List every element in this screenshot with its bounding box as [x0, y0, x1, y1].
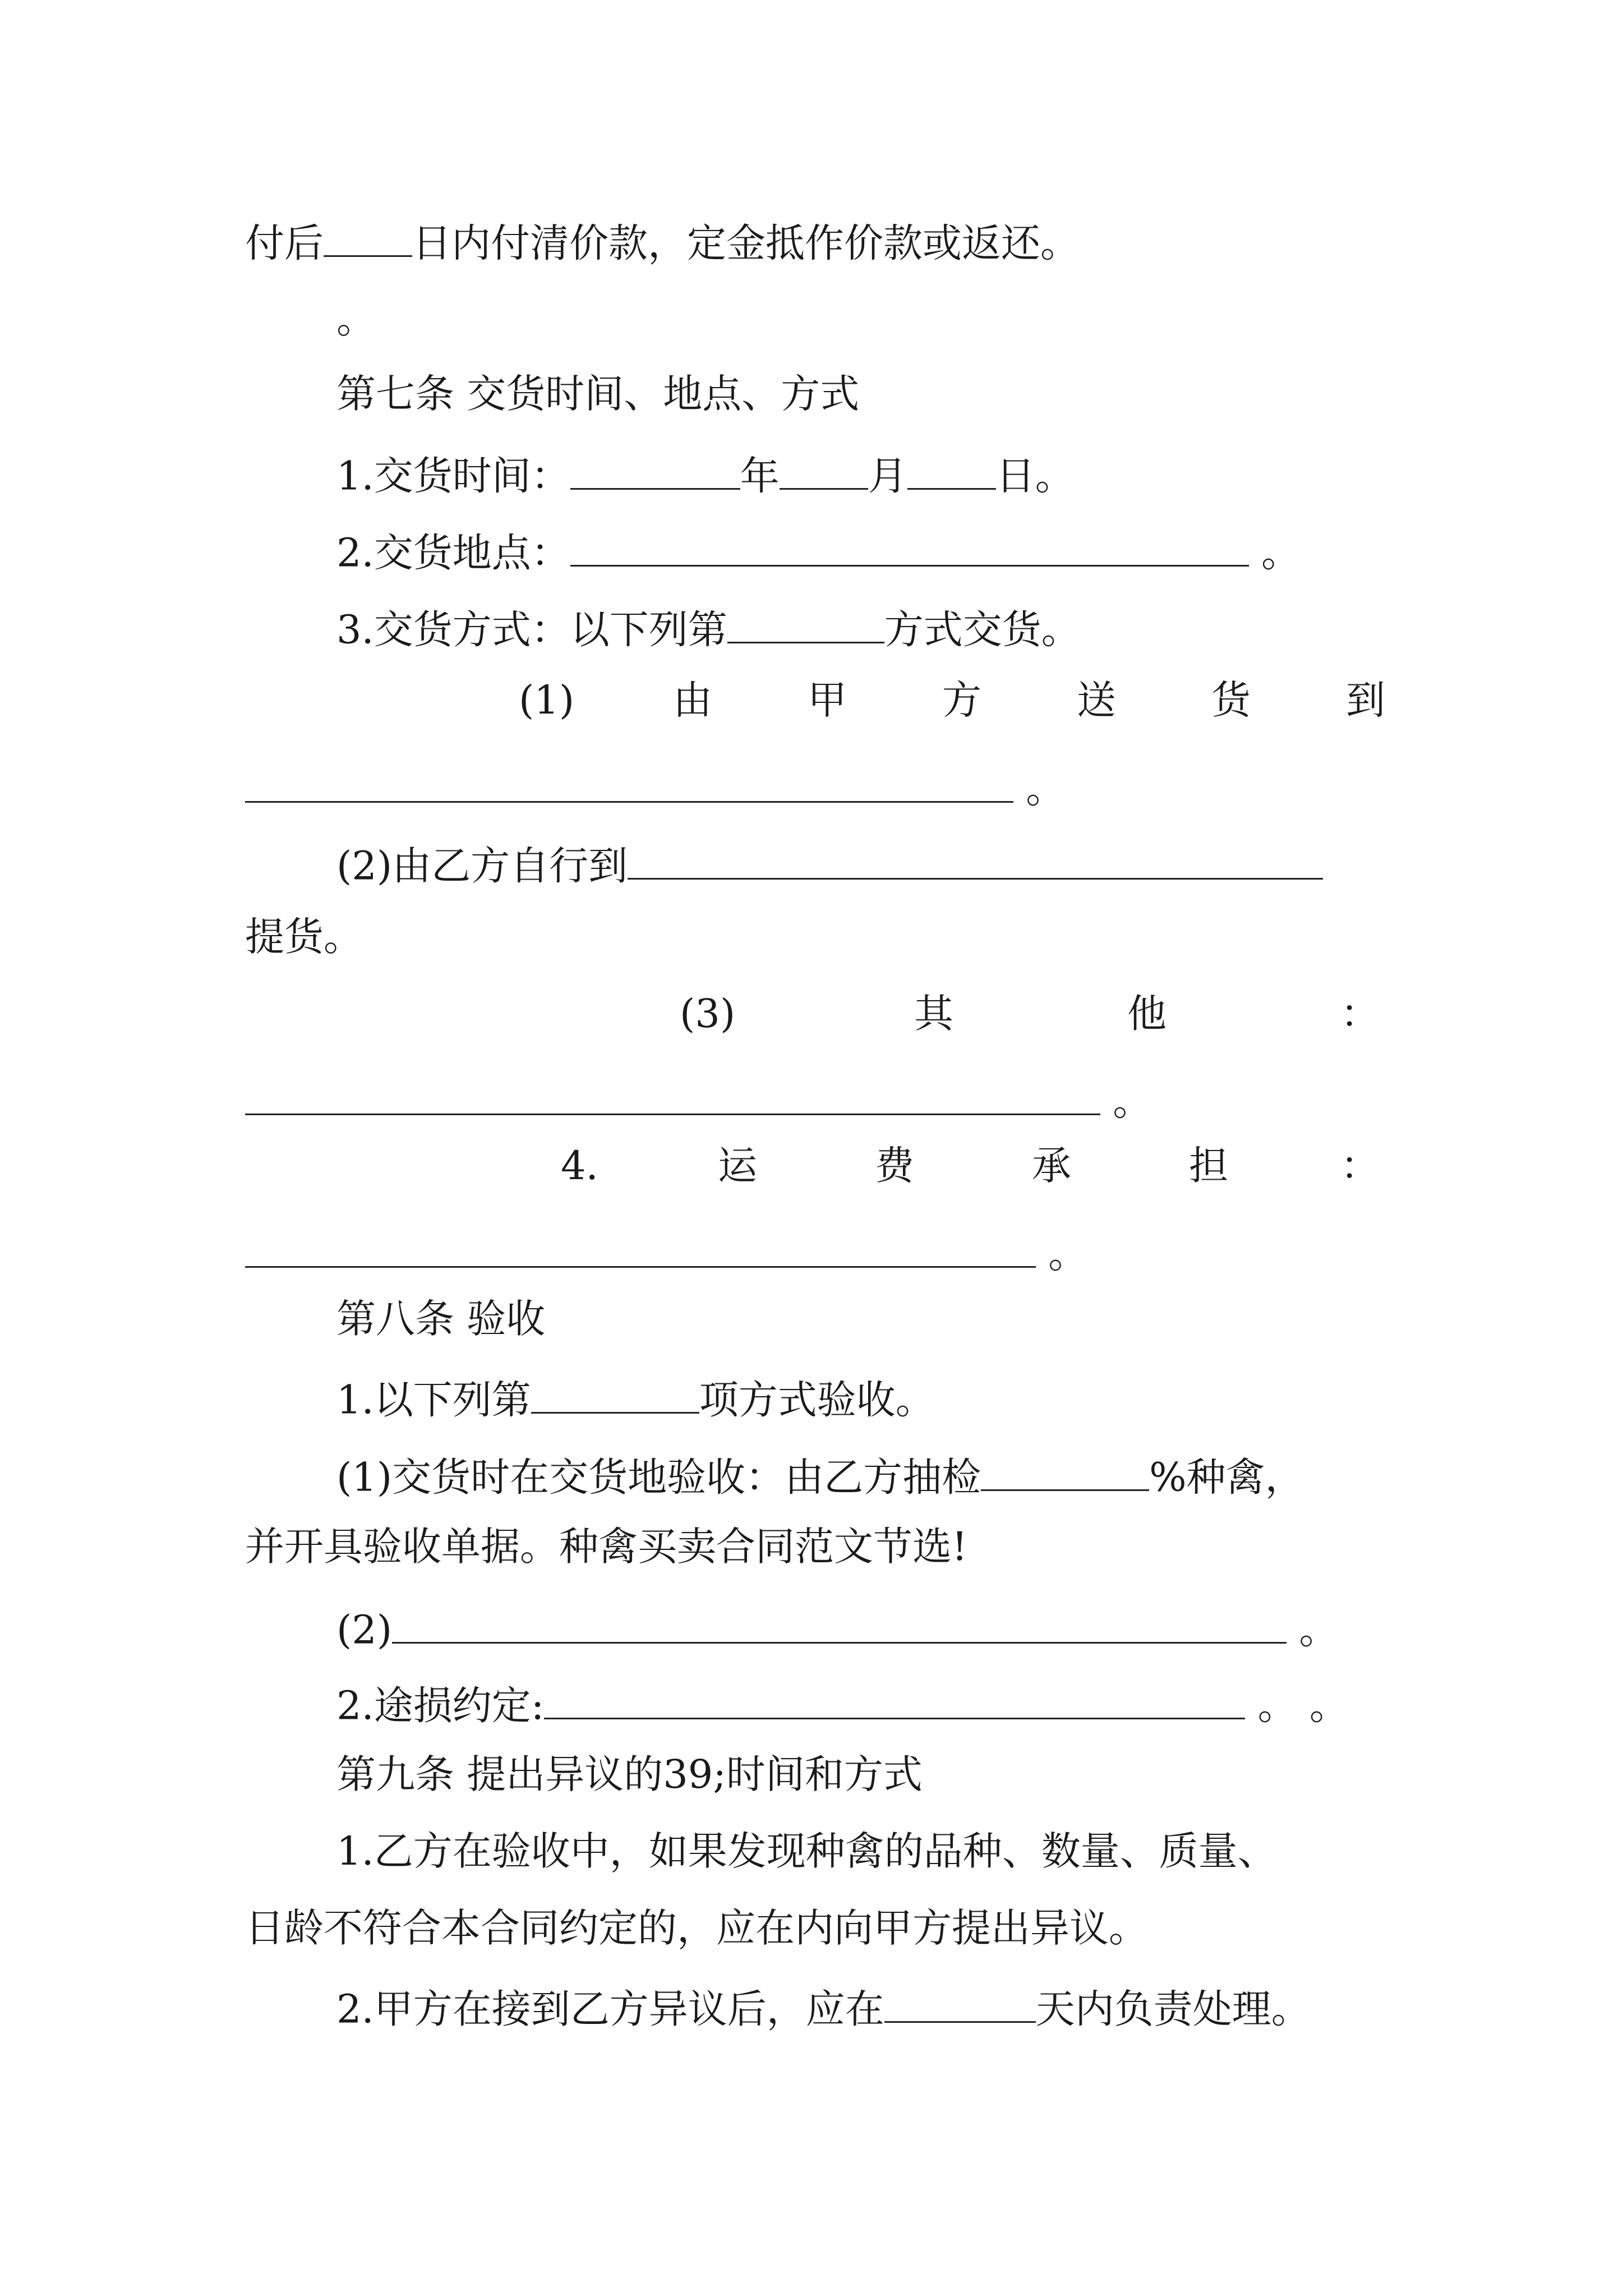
text-segment: 。 [1248, 530, 1301, 576]
text-segment: 到 [1346, 677, 1385, 723]
fill-blank[interactable] [907, 450, 996, 490]
text-segment: (1) [519, 677, 575, 723]
text-line [245, 914, 363, 960]
text-line [245, 1905, 1148, 1951]
text-segment: 由 [673, 677, 712, 723]
fill-blank[interactable] [392, 1604, 1287, 1644]
fill-blank[interactable] [531, 1374, 699, 1414]
text-segment: (1)交货时在交货地验收：由乙方抽检 [336, 1454, 981, 1501]
text-segment: 方 [942, 677, 981, 723]
text-segment: %种禽， [1149, 1454, 1304, 1501]
text-segment: 日。 [995, 453, 1075, 499]
text-segment: 3.交货方式：以下列第 [336, 606, 727, 653]
text-segment: 。 [336, 296, 376, 342]
fill-blank[interactable] [544, 1680, 1245, 1719]
text-segment: 承 [1032, 1143, 1071, 1189]
fill-blank[interactable] [727, 604, 884, 643]
fill-blank[interactable] [981, 1452, 1149, 1491]
text-segment: 甲 [808, 677, 847, 723]
text-line [336, 604, 1081, 653]
text-line [336, 1452, 1304, 1501]
fill-blank[interactable] [570, 450, 740, 490]
text-segment: 并开具验收单据。种禽买卖合同范文节选! [245, 1524, 968, 1570]
section-heading [336, 1296, 546, 1342]
text-line [245, 1076, 1152, 1125]
text-segment: 1.以下列第 [336, 1377, 531, 1423]
text-segment: 。 。 [1245, 1682, 1349, 1729]
text-segment: (2) [336, 1607, 393, 1653]
text-segment: 担 [1189, 1143, 1228, 1189]
text-segment: 1.乙方在验收中，如果发现种禽的品种、数量、质量、 [336, 1828, 1277, 1874]
text-segment: 。 [1013, 766, 1066, 812]
fill-blank[interactable] [570, 527, 1249, 567]
fill-blank[interactable] [245, 1076, 1100, 1115]
text-line [336, 527, 1301, 576]
fill-blank[interactable] [780, 450, 868, 490]
text-segment: 项方式验收。 [699, 1377, 935, 1423]
text-line [336, 840, 1323, 889]
section-heading [336, 371, 860, 417]
text-segment: 日内付清价款，定金抵作价款或返还。 [412, 220, 1080, 266]
text-line [336, 1828, 1277, 1874]
text-segment: (3) [680, 991, 736, 1037]
text-line [336, 1680, 1349, 1729]
text-segment: 日龄不符合本合同约定的，应在内向甲方提出异议。 [245, 1905, 1148, 1951]
text-segment: 他 [1127, 991, 1166, 1037]
text-line [336, 1604, 1339, 1653]
text-segment: 提货。 [245, 914, 363, 960]
text-line [245, 218, 1080, 266]
text-segment: 第八条 验收 [336, 1296, 546, 1342]
text-segment: 2.途损约定: [336, 1682, 545, 1729]
text-segment: 货 [1211, 677, 1251, 723]
text-segment: 送 [1077, 677, 1116, 723]
text-segment: ： [1340, 1143, 1380, 1189]
text-segment: 。 [1100, 1078, 1152, 1125]
section-heading [336, 1751, 923, 1797]
text-segment: 2.甲方在接到乙方异议后，应在 [336, 1986, 884, 2032]
fill-blank[interactable] [628, 840, 1323, 880]
text-segment: 费 [875, 1143, 914, 1189]
text-segment: 第九条 提出异议的39;时间和方式 [336, 1751, 923, 1797]
text-segment: 其 [914, 991, 953, 1037]
text-segment: 2.交货地点： [336, 530, 570, 576]
text-segment: 。 [1287, 1607, 1339, 1653]
text-line [336, 1374, 935, 1423]
text-segment: 天内负责处理。 [1035, 1986, 1311, 2032]
text-segment: 方式交货。 [884, 606, 1081, 653]
fill-blank[interactable] [245, 1228, 1036, 1268]
text-line [245, 763, 1066, 812]
text-segment: ： [1340, 991, 1380, 1037]
text-segment: 年 [740, 453, 780, 499]
text-segment: 月 [868, 453, 907, 499]
text-segment: 第七条 交货时间、地点、方式 [336, 371, 860, 417]
text-line [245, 1228, 1088, 1277]
text-segment: 运 [718, 1143, 757, 1189]
text-line [336, 1984, 1311, 2032]
text-line [245, 1524, 968, 1570]
text-line [336, 450, 1075, 499]
text-segment: (2)由乙方自行到 [336, 843, 628, 889]
fill-blank[interactable] [324, 218, 412, 257]
fill-blank[interactable] [245, 763, 1013, 803]
text-segment: 。 [1036, 1231, 1088, 1277]
text-segment: 付后 [245, 220, 324, 266]
text-segment: 4. [561, 1143, 598, 1189]
text-segment: 1.交货时间： [336, 453, 570, 499]
fill-blank[interactable] [884, 1984, 1036, 2023]
text-line [336, 296, 376, 342]
